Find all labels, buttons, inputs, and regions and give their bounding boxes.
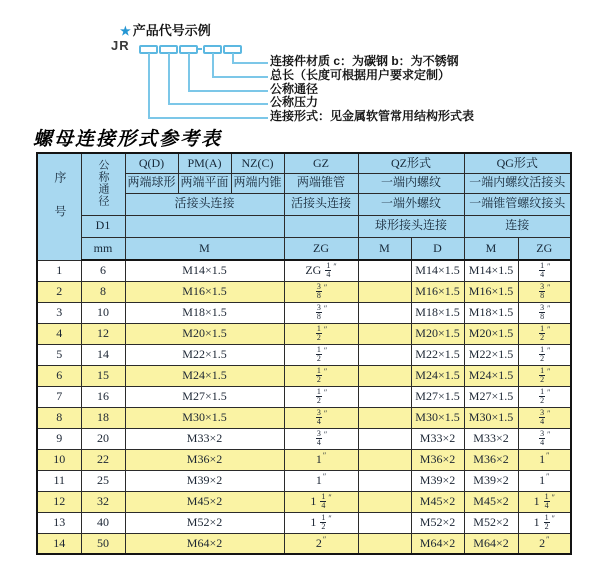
cell-qz-d: M52×2 [411,512,464,533]
header-thread-qz-d: D [411,237,464,260]
cell-qz-d: M18×1.5 [411,302,464,323]
cell-qg-m: M14×1.5 [464,260,518,281]
table-row [37,512,571,533]
header-end-pma: 两端平面 [178,173,231,193]
header-row-thread [37,237,571,260]
header-end-qg: 一端内螺纹活接头 [464,173,571,193]
cell-qz-m [358,281,411,302]
cell-qg-zg: 2″ [518,533,571,554]
cell-dn: 22 [81,449,125,470]
table-row [37,344,571,365]
header-thread-zg: ZG [284,237,358,260]
cell-seq: 9 [37,428,81,449]
table-title: 螺母连接形式参考表 [33,128,223,150]
diagram-heading-text: 产品代号示例 [132,23,211,38]
table-row [37,302,571,323]
cell-qz-m [358,491,411,512]
nut-connection-table [36,152,572,555]
cell-qz-m [358,533,411,554]
cell-qz-m [358,470,411,491]
table-row [37,386,571,407]
cell-seq: 5 [37,344,81,365]
header-conn2-qz: 球形接头连接 [358,215,464,237]
cell-thread-zg: $\frac{1}{2}$ ″ [284,365,358,386]
header-conn-qz: 一端外螺纹 [358,193,464,215]
header-end-qd: 两端球形 [125,173,178,193]
cell-dn: 8 [81,281,125,302]
cell-thread-m: M20×1.5 [125,323,284,344]
cell-qg-zg: $\frac{1}{2}$ ″ [518,323,571,344]
cell-dn: 20 [81,428,125,449]
cell-seq: 12 [37,491,81,512]
cell-qz-m [358,449,411,470]
header-nominal-diameter: 公称通径 [81,153,125,215]
product-code-prefix: JR [111,38,130,53]
table-row [37,281,571,302]
cell-thread-zg: $\frac{3}{4}$ ″ [284,428,358,449]
header-end-gz: 两端锥管 [284,173,358,193]
cell-dn: 15 [81,365,125,386]
pointer-line-5 [148,53,268,119]
cell-thread-m: M39×2 [125,470,284,491]
cell-dn: 25 [81,470,125,491]
diagram-heading [120,20,211,39]
header-end-nzc: 两端内锥 [231,173,284,193]
header-d1-blank-gz [284,215,358,237]
cell-thread-zg: 1″ [284,470,358,491]
cell-qz-m [358,386,411,407]
cell-qz-m [358,302,411,323]
cell-thread-zg: 1 $\frac{1}{4}$ ″ [284,491,358,512]
cell-qg-m: M20×1.5 [464,323,518,344]
cell-seq: 14 [37,533,81,554]
label-material: 连接件材质 c：为碳钢 b：为不锈钢 [270,54,459,68]
cell-seq: 1 [37,260,81,281]
cell-qz-d: M36×2 [411,449,464,470]
cell-qz-d: M30×1.5 [411,407,464,428]
cell-qg-zg: 1″ [518,470,571,491]
cell-qg-zg: $\frac{1}{4}$ ″ [518,260,571,281]
header-thread-qg-zg: ZG [518,237,571,260]
table-row [37,449,571,470]
cell-thread-zg: $\frac{1}{2}$ ″ [284,386,358,407]
cell-qz-d: M22×1.5 [411,344,464,365]
header-type-pma: PM(A) [178,153,231,173]
cell-thread-m: M14×1.5 [125,260,284,281]
cell-thread-zg: $\frac{3}{4}$ ″ [284,407,358,428]
cell-seq: 4 [37,323,81,344]
cell-qg-zg: $\frac{3}{4}$ ″ [518,407,571,428]
cell-dn: 40 [81,512,125,533]
header-type-gz: GZ [284,153,358,173]
cell-seq: 2 [37,281,81,302]
cell-qz-m [358,260,411,281]
cell-qz-m [358,365,411,386]
cell-qg-m: M24×1.5 [464,365,518,386]
cell-thread-m: M24×1.5 [125,365,284,386]
table-row [37,491,571,512]
header-d1: D1 [81,215,125,237]
cell-qg-m: M52×2 [464,512,518,533]
cell-thread-m: M30×1.5 [125,407,284,428]
cell-qz-d: M64×2 [411,533,464,554]
cell-qz-m [358,512,411,533]
cell-thread-m: M36×2 [125,449,284,470]
cell-qg-m: M64×2 [464,533,518,554]
cell-qz-m [358,323,411,344]
cell-qg-m: M27×1.5 [464,386,518,407]
cell-qg-zg: 1 $\frac{1}{2}$ ″ [518,512,571,533]
header-thread-m: M [125,237,284,260]
cell-qg-m: M16×1.5 [464,281,518,302]
cell-thread-zg: $\frac{1}{2}$ ″ [284,344,358,365]
cell-seq: 11 [37,470,81,491]
cell-dn: 14 [81,344,125,365]
header-type-nzc: NZ(C) [231,153,284,173]
label-nominal-diameter: 公称通径 [270,82,319,96]
cell-qg-zg: 1 $\frac{1}{4}$ ″ [518,491,571,512]
cell-thread-zg: 1 $\frac{1}{2}$ ″ [284,512,358,533]
cell-thread-zg: ZG $\frac{1}{4}$ ″ [284,260,358,281]
label-connection-form: 连接形式：见金属软管常用结构形式表 [270,109,475,123]
code-dash [196,48,202,50]
cell-thread-m: M16×1.5 [125,281,284,302]
cell-seq: 3 [37,302,81,323]
cell-seq: 8 [37,407,81,428]
header-type-qd: Q(D) [125,153,178,173]
cell-dn: 16 [81,386,125,407]
table-row [37,533,571,554]
cell-thread-zg: $\frac{3}{8}$ ″ [284,281,358,302]
cell-qg-m: M22×1.5 [464,344,518,365]
cell-qg-zg: $\frac{1}{2}$ ″ [518,344,571,365]
label-total-length: 总长（长度可根据用户要求定制） [270,68,451,82]
cell-thread-m: M33×2 [125,428,284,449]
header-conn-union: 活接头连接 [125,193,284,215]
header-type-qg: QG形式 [464,153,571,173]
table-row [37,260,571,281]
cell-qz-d: M20×1.5 [411,323,464,344]
cell-qg-zg: $\frac{3}{8}$ ″ [518,302,571,323]
cell-qz-d: M45×2 [411,491,464,512]
cell-qg-m: M33×2 [464,428,518,449]
table-row [37,365,571,386]
cell-dn: 18 [81,407,125,428]
header-thread-qz-m: M [358,237,411,260]
cell-qg-m: M30×1.5 [464,407,518,428]
cell-qg-zg: $\frac{1}{2}$ ″ [518,386,571,407]
cell-dn: 6 [81,260,125,281]
cell-dn: 32 [81,491,125,512]
cell-qz-d: M27×1.5 [411,386,464,407]
cell-thread-m: M22×1.5 [125,344,284,365]
table-row [37,428,571,449]
header-row-d1 [37,215,571,237]
cell-thread-m: M52×2 [125,512,284,533]
cell-qg-zg: $\frac{3}{8}$ ″ [518,281,571,302]
cell-qg-m: M45×2 [464,491,518,512]
cell-dn: 12 [81,323,125,344]
header-thread-qg-m: M [464,237,518,260]
table-row [37,470,571,491]
cell-thread-m: M64×2 [125,533,284,554]
header-mm: mm [81,237,125,260]
header-type-qz: QZ形式 [358,153,464,173]
cell-thread-zg: $\frac{1}{2}$ ″ [284,323,358,344]
cell-qg-m: M18×1.5 [464,302,518,323]
header-conn2-qg: 连接 [464,215,571,237]
cell-qz-d: M16×1.5 [411,281,464,302]
header-seq: 序号 [37,153,81,260]
header-row-types [37,153,571,173]
cell-thread-zg: $\frac{3}{8}$ ″ [284,302,358,323]
table-body [37,260,571,554]
cell-seq: 10 [37,449,81,470]
cell-qz-d: M14×1.5 [411,260,464,281]
table-row [37,323,571,344]
cell-qz-d: M33×2 [411,428,464,449]
cell-seq: 6 [37,365,81,386]
cell-qg-zg: 1″ [518,449,571,470]
cell-thread-m: M45×2 [125,491,284,512]
star-icon: ★ [120,24,131,38]
cell-qz-m [358,344,411,365]
cell-dn: 50 [81,533,125,554]
cell-qz-d: M24×1.5 [411,365,464,386]
cell-qg-m: M36×2 [464,449,518,470]
header-d1-blank-union [125,215,284,237]
cell-qz-m [358,407,411,428]
header-end-qz: 一端内螺纹 [358,173,464,193]
cell-qg-zg: $\frac{1}{2}$ ″ [518,365,571,386]
cell-thread-zg: 1″ [284,449,358,470]
cell-qz-m [358,428,411,449]
cell-dn: 10 [81,302,125,323]
cell-qg-m: M39×2 [464,470,518,491]
cell-seq: 13 [37,512,81,533]
header-conn-qg: 一端锥管螺纹接头 [464,193,571,215]
table-row [37,407,571,428]
cell-qg-zg: $\frac{3}{4}$ ″ [518,428,571,449]
header-conn-gz: 活接头连接 [284,193,358,215]
cell-seq: 7 [37,386,81,407]
label-nominal-pressure: 公称压力 [270,95,319,109]
cell-qz-d: M39×2 [411,470,464,491]
cell-thread-m: M18×1.5 [125,302,284,323]
cell-thread-zg: 2″ [284,533,358,554]
cell-thread-m: M27×1.5 [125,386,284,407]
